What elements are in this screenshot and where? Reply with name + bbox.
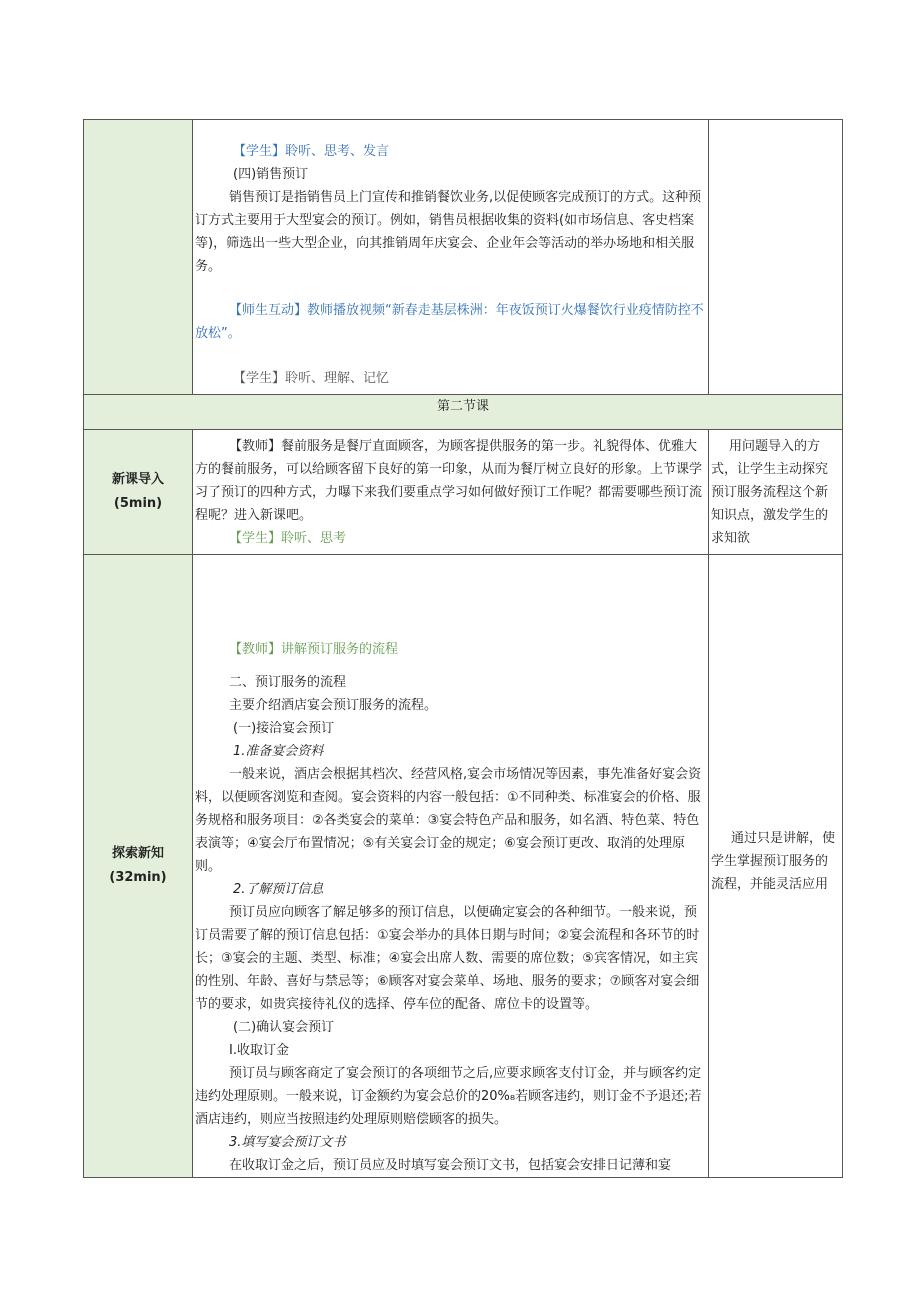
note-cell bbox=[709, 430, 843, 555]
content-cell bbox=[193, 430, 709, 555]
subheading: I.收取订金 bbox=[229, 1043, 289, 1058]
note-cell bbox=[709, 555, 843, 1178]
note-cell bbox=[709, 120, 843, 395]
phase-title: 探索新知 bbox=[111, 846, 164, 861]
content-cell bbox=[193, 120, 709, 395]
subheading: 3.填写宴会预订文书 bbox=[229, 1135, 346, 1150]
lesson-plan-table bbox=[83, 119, 843, 1178]
subheading: 2.了解预订信息 bbox=[233, 882, 324, 897]
table-row bbox=[84, 430, 843, 555]
interaction-note: 【师生互动】教师播放视频“新春走基层株洲：年夜饭预订火爆餐饮行业疫情防控不放松”。 bbox=[195, 303, 704, 341]
paragraph: 主要介绍酒店宴会预订服务的流程。 bbox=[229, 698, 438, 713]
design-note: 通过只是讲解，使学生掌握预订服务的流程，并能灵活应用 bbox=[711, 831, 836, 892]
table-row bbox=[84, 120, 843, 395]
phase-duration: (5min) bbox=[113, 496, 163, 511]
subheading: 1.准备宴会资料 bbox=[233, 744, 324, 759]
student-activity: 【学生】聆听、思考、发言 bbox=[233, 144, 390, 159]
table-row bbox=[84, 555, 843, 1178]
design-note: 用问题导入的方式，让学生主动探究预订服务流程这个新知识点，激发学生的求知欲 bbox=[711, 438, 829, 546]
subheading: (二)确认宴会预订 bbox=[233, 1020, 335, 1035]
paragraph: 在收取订金之后，预订员应及时填写宴会预订文书，包括宴会安排日记薄和宴 bbox=[229, 1158, 672, 1173]
phase-cell bbox=[84, 555, 193, 1178]
subheading: (四)销售预订 bbox=[233, 167, 309, 182]
section-title: 第二节课 bbox=[84, 395, 843, 430]
phase-duration: (32min) bbox=[109, 870, 167, 885]
paragraph: 销售预订是指销售员上门宣传和推销餐饮业务,以促使顾客完成预订的方式。这种预订方式主要用于大型宴会的预订。例如，销售员根据收集的资料(如市场信息、客史档案等)，筛选出一些大型企业，向其推销周年庆宴会、企业年会等活动的举办场地和相关服务。 bbox=[195, 190, 702, 274]
paragraph: 预订员与顾客商定了宴会预订的各项细节之后,应要求顾客支付订金，并与顾客约定违约处理原则。一般来说，订金额约为宴会总价的20%₈若顾客违约，则订金不予退还;若酒店违约，则应当按照违约处理原则赔偿顾客的损失。 bbox=[195, 1066, 702, 1127]
teacher-activity bbox=[193, 435, 708, 527]
content-cell bbox=[193, 555, 709, 1178]
heading: 二、预订服务的流程 bbox=[229, 675, 347, 690]
teacher-activity: 【教师】讲解预订服务的流程 bbox=[229, 642, 399, 657]
student-activity: 【学生】聆听、思考 bbox=[229, 531, 347, 546]
phase-cell bbox=[84, 430, 193, 555]
teacher-text: 【教师】餐前服务是餐厅直面顾客，为顾客提供服务的第一步。礼貌得体、优雅大方的餐前服务，可以给顾客留下良好的第一印象，从而为餐厅树立良好的形象。上节课学习了预订的四种方式，力曝下来我们要重点学习如何做好预订工作呢？都需要哪些预订流程呢？进入新课吧。 bbox=[195, 439, 703, 523]
table-row bbox=[84, 395, 843, 430]
phase-cell bbox=[84, 120, 193, 395]
student-activity: 【学生】聆听、理解、记忆 bbox=[233, 371, 390, 386]
paragraph: 一般来说，酒店会根据其档次、经营风格,宴会市场情况等因素，事先准备好宴会资料，以便顾客浏览和查阅。宴会资料的内容一般包括：①不同种类、标准宴会的价格、服务规格和服务项目：②各类宴会的菜单：③宴会特色产品和服务，如名酒、特色菜、特色表演等；④宴会厅布置情况；⑤有关宴会订金的规定；⑥宴会预订更改、取消的处理原则。 bbox=[195, 767, 702, 874]
subheading: (一)接洽宴会预订 bbox=[233, 721, 335, 736]
phase-title: 新课导入 bbox=[111, 472, 164, 487]
paragraph: 预订员应向顾客了解足够多的预订信息，以便确定宴会的各种细节。一般来说，预订员需要了解的预订信息包括：①宴会举办的具体日期与时间；②宴会流程和各环节的时长；③宴会的主题、类型、标准；④宴会出席人数、需要的席位数；⑤宾客情况，如主宾的性别、年龄、喜好与禁忌等；⑥顾客对宴会菜单、场地、服务的要求；⑦顾客对宴会细节的要求，如贵宾接待礼仪的选择、停车位的配备、席位卡的设置等。 bbox=[195, 905, 700, 1012]
